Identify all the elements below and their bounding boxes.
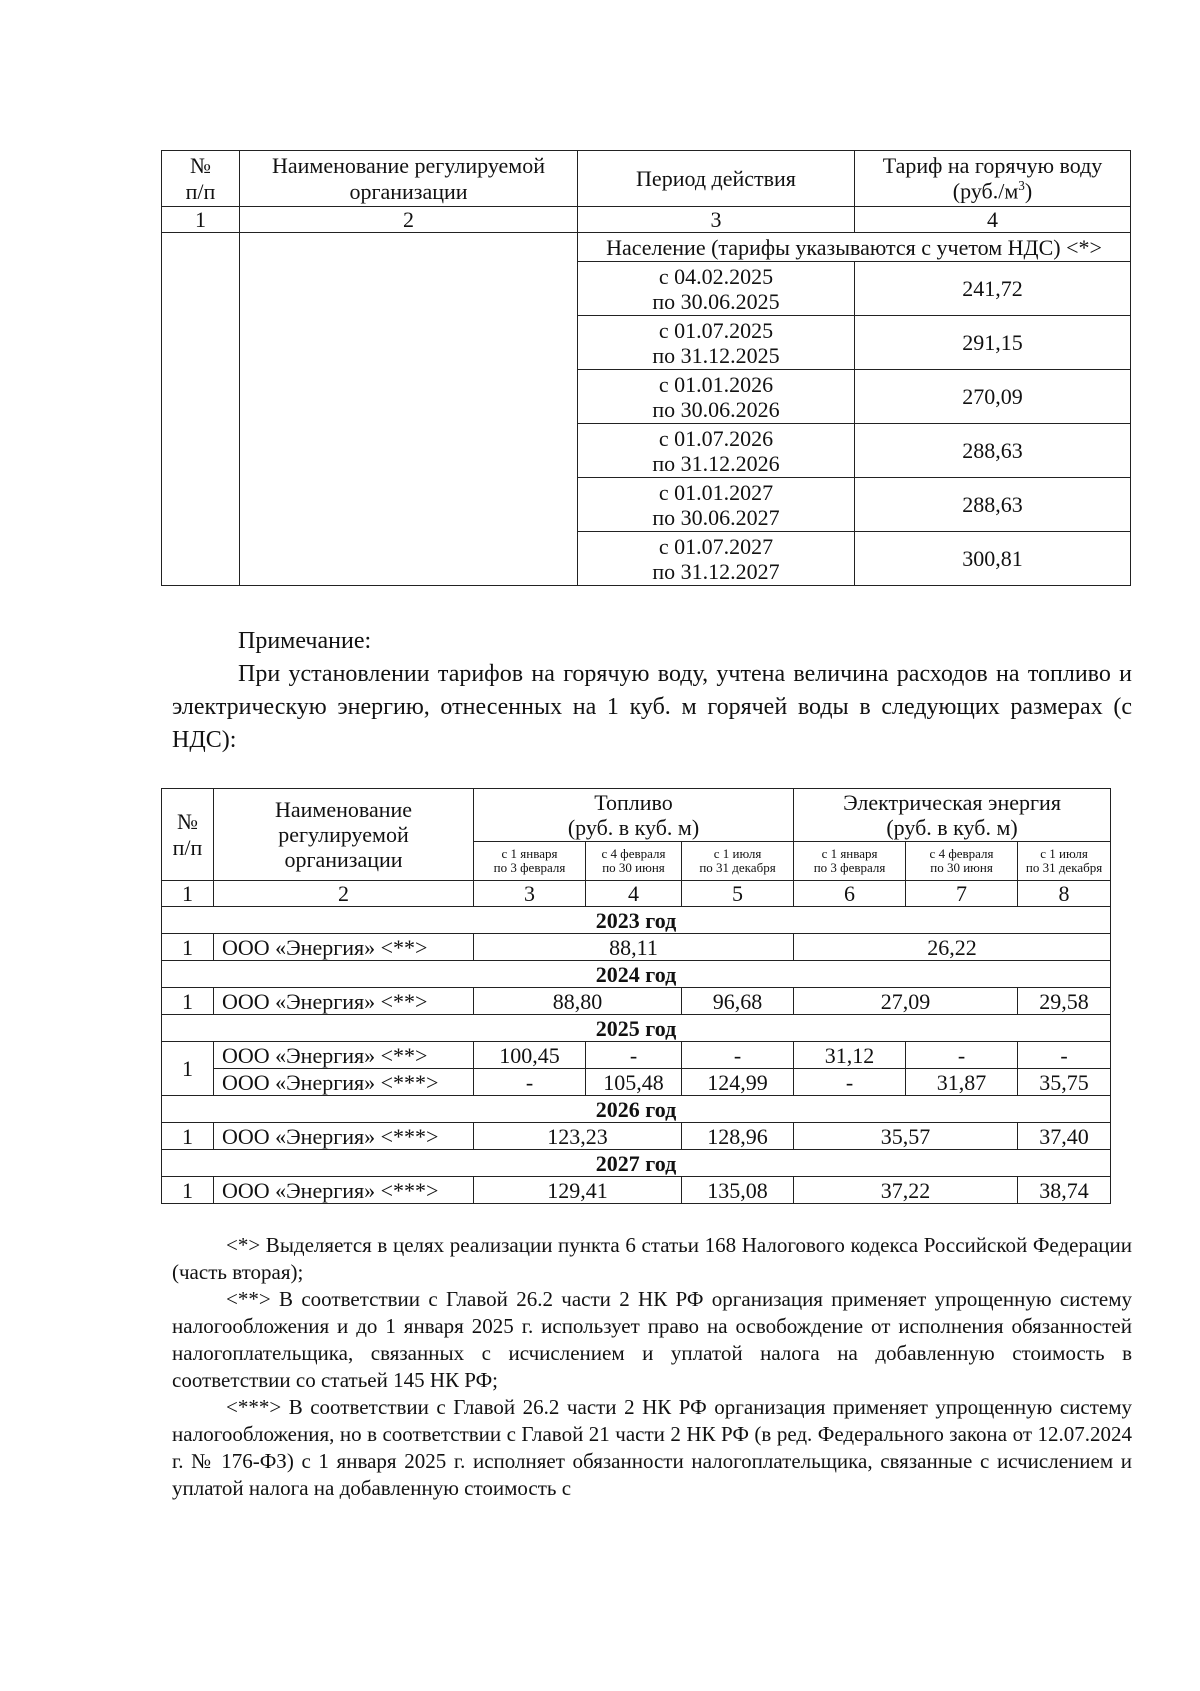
- col-number: 1: [162, 881, 214, 907]
- tariff-cell: 241,72: [855, 262, 1131, 316]
- tariff-cell: 288,63: [855, 424, 1131, 478]
- org-name: ООО «Энергия» <**>: [214, 988, 474, 1015]
- col-number: 1: [162, 207, 240, 233]
- period-cell: с 01.01.2026 по 30.06.2026: [578, 370, 855, 424]
- fuel-value: 105,48: [586, 1069, 682, 1096]
- col-number: 5: [682, 881, 794, 907]
- tariff-cell: 270,09: [855, 370, 1131, 424]
- fuel-value: -: [586, 1042, 682, 1069]
- year-header: 2025 год: [162, 1015, 1111, 1042]
- electricity-value: -: [906, 1042, 1018, 1069]
- hot-water-tariff-table: [161, 150, 1131, 586]
- fuel-value: 123,23: [474, 1123, 682, 1150]
- period-cell: с 01.07.2027 по 31.12.2027: [578, 532, 855, 586]
- sub-period: с 4 февраля по 30 июня: [906, 842, 1018, 881]
- row-num: 1: [162, 934, 214, 961]
- footnotes: [172, 1232, 1132, 1502]
- period-cell: с 04.02.2025 по 30.06.2025: [578, 262, 855, 316]
- note-text: При установлении тарифов на горячую воду, учтена величина расходов на топливо и электрическую энергию, отнесенных на 1 куб. м горячей воды в следующих размерах (с НДС):: [172, 661, 1132, 753]
- fuel-value: 96,68: [682, 988, 794, 1015]
- header-org: Наименование регулируемой организации: [214, 789, 474, 881]
- col-number: 8: [1018, 881, 1111, 907]
- header-tariff: Тариф на горячую воду $(руб./м^3)$: [855, 151, 1131, 207]
- year-header: 2027 год: [162, 1150, 1111, 1177]
- fuel-value: 124,99: [682, 1069, 794, 1096]
- electricity-value: -: [794, 1069, 906, 1096]
- org-name: ООО «Энергия» <**>: [214, 1042, 474, 1069]
- tariff-cell: 291,15: [855, 316, 1131, 370]
- header-num: № п/п: [162, 789, 214, 881]
- tariff-cell: 300,81: [855, 532, 1131, 586]
- electricity-value: 35,57: [794, 1123, 1018, 1150]
- fuel-value: 129,41: [474, 1177, 682, 1204]
- electricity-value: 31,12: [794, 1042, 906, 1069]
- header-org: Наименование регулируемой организации: [240, 151, 578, 207]
- sub-period: с 4 февраля по 30 июня: [586, 842, 682, 881]
- electricity-value: 35,75: [1018, 1069, 1111, 1096]
- header-electricity: Электрическая энергия (руб. в куб. м): [794, 789, 1111, 842]
- sub-period: с 1 января по 3 февраля: [794, 842, 906, 881]
- note-block: [172, 625, 1132, 757]
- year-header: 2024 год: [162, 961, 1111, 988]
- electricity-value: 27,09: [794, 988, 1018, 1015]
- sub-period: с 1 июля по 31 декабря: [682, 842, 794, 881]
- electricity-value: 38,74: [1018, 1177, 1111, 1204]
- org-name: ООО «Энергия» <***>: [214, 1069, 474, 1096]
- footnote-2: <**> В соответствии с Главой 26.2 части 2 НК РФ организация применяет упрощенную систему налогообложения и до 1 января 2025 г. использует право на освобождение от исполнения обязанностей налогоплательщика, связанных с исчислением и уплатой налога на добавленную стоимость в соответствии со статьей 145 НК РФ;: [172, 1287, 1132, 1392]
- period-cell: с 01.01.2027 по 30.06.2027: [578, 478, 855, 532]
- electricity-value: 37,40: [1018, 1123, 1111, 1150]
- population-label: Население (тарифы указываются с учетом НДС) <*>: [578, 233, 1131, 262]
- header-num: № п/п: [162, 151, 240, 207]
- sub-period: с 1 июля по 31 декабря: [1018, 842, 1111, 881]
- sub-period: с 1 января по 3 февраля: [474, 842, 586, 881]
- electricity-value: -: [1018, 1042, 1111, 1069]
- col-number: 2: [240, 207, 578, 233]
- col-number: 4: [855, 207, 1131, 233]
- empty-num-cell: [162, 233, 240, 586]
- col-number: 6: [794, 881, 906, 907]
- electricity-value: 29,58: [1018, 988, 1111, 1015]
- fuel-value: 128,96: [682, 1123, 794, 1150]
- col-number: 2: [214, 881, 474, 907]
- electricity-value: 31,87: [906, 1069, 1018, 1096]
- tariff-cell: 288,63: [855, 478, 1131, 532]
- org-name: ООО «Энергия» <***>: [214, 1177, 474, 1204]
- footnote-1: <*> Выделяется в целях реализации пункта 6 статьи 168 Налогового кодекса Российской Федерации (часть вторая);: [172, 1233, 1132, 1284]
- row-num: 1: [162, 1042, 214, 1096]
- col-number: 4: [586, 881, 682, 907]
- fuel-value: 100,45: [474, 1042, 586, 1069]
- col-number: 3: [578, 207, 855, 233]
- row-num: 1: [162, 1123, 214, 1150]
- row-num: 1: [162, 1177, 214, 1204]
- empty-org-cell: [240, 233, 578, 586]
- header-fuel: Топливо (руб. в куб. м): [474, 789, 794, 842]
- org-name: ООО «Энергия» <**>: [214, 934, 474, 961]
- period-cell: с 01.07.2026 по 31.12.2026: [578, 424, 855, 478]
- fuel-value: -: [682, 1042, 794, 1069]
- col-number: 3: [474, 881, 586, 907]
- year-header: 2023 год: [162, 907, 1111, 934]
- electricity-value: 26,22: [794, 934, 1111, 961]
- electricity-value: 37,22: [794, 1177, 1018, 1204]
- footnote-3: <***> В соответствии с Главой 26.2 части 2 НК РФ организация применяет упрощенную систему налогообложения, но в соответствии с Главой 21 части 2 НК РФ (в ред. Федерального закона от 12.07.2024 г. № 176-ФЗ) с 1 января 2025 г. исполняет обязанности налогоплательщика, связанные с исчислением и уплатой налога на добавленную стоимость с: [172, 1395, 1132, 1500]
- fuel-electricity-costs-table: [161, 788, 1111, 1204]
- header-period: Период действия: [578, 151, 855, 207]
- fuel-value: 88,80: [474, 988, 682, 1015]
- col-number: 7: [906, 881, 1018, 907]
- fuel-value: 88,11: [474, 934, 794, 961]
- org-name: ООО «Энергия» <***>: [214, 1123, 474, 1150]
- row-num: 1: [162, 988, 214, 1015]
- period-cell: с 01.07.2025 по 31.12.2025: [578, 316, 855, 370]
- note-title: Примечание:: [238, 628, 372, 654]
- fuel-value: 135,08: [682, 1177, 794, 1204]
- fuel-value: -: [474, 1069, 586, 1096]
- year-header: 2026 год: [162, 1096, 1111, 1123]
